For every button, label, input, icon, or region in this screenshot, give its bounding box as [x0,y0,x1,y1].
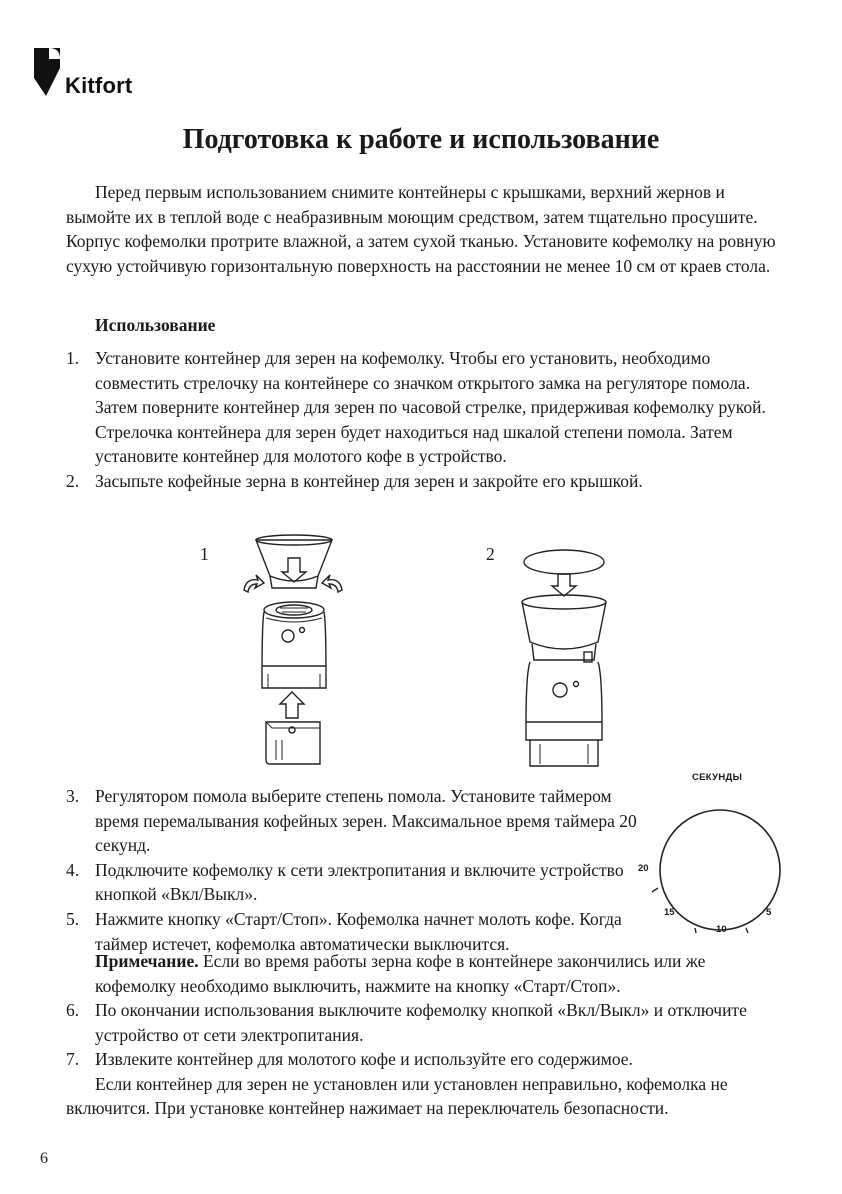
list-item [66,784,646,858]
list-item [66,469,786,494]
note-section [95,949,786,998]
step-text: Извлеките контейнер для молотого кофе и используйте его содержимое. [95,1049,633,1070]
step-text: Подключите кофемолку к сети электропитания и включите устройство кнопкой «Вкл/Выкл». [95,859,624,905]
steps-list-top [66,346,786,494]
closing-paragraph: Если контейнер для зерен не установлен или установлен неправильно, кофемолка не включится. При установке контейнер нажимает на переключатель безопасности. [66,1073,728,1119]
timer-dial [630,770,785,940]
dial-circle-graphic [630,770,785,940]
dial-mark-10: 10 [716,924,727,935]
step-text: Установите контейнер для зерен на кофемолку. Чтобы его установить, необходимо совместить стрелочку на контейнере со значком открытого замка на регуляторе помола. Затем поверните контейнер для зерен по часовой стрелке, придерживая кофемолку рукой. Стрелочка контейнера для зерен будет находиться над шкалой степени помола. Затем установите контейнер для молотого кофе в устройство. [95,348,766,467]
step-number: 1. [66,348,80,368]
step-number: 3. [66,786,80,806]
figure-label-2: 2 [486,544,495,564]
grinder-with-lid-illustration [508,544,618,772]
step-number: 7. [66,1049,80,1070]
step-text: Регулятором помола выберите степень помола. Установите таймером время перемалывания кофейных зерен. Максимальное время таймера 20 секунд. [95,786,637,856]
usage-heading: Использование [95,315,216,335]
grinder-assembly-illustration [228,528,358,768]
intro-paragraph: Перед первым использованием снимите контейнеры с крышками, верхний жернов и вымойте их в теплой воде с неабразивным моющим средством, затем тщательно просушите. Корпус кофемолки протрите влажной, а затем сухой тканью. Установите кофемолку на ровную сухую устойчивую горизонтальную поверхность на расстоянии не менее 10 см от краев стола. [66,182,776,276]
step-text: Засыпьте кофейные зерна в контейнер для зерен и закройте его крышкой. [95,470,643,491]
note-text: Если во время работы зерна кофе в контейнере закончились или же кофемолку необходимо выключить, нажмите на кнопку «Старт/Стоп». [95,951,706,996]
brand-logo [32,46,132,98]
steps-list-bottom [66,998,786,1121]
step-text: Нажмите кнопку «Старт/Стоп». Кофемолка начнет молоть кофе. Когда таймер истечет, кофемолка автоматически выключится. [95,908,622,954]
steps-list-middle [66,784,646,956]
note-paragraph [95,949,786,998]
kitfort-logo-icon [32,46,62,98]
dial-mark-20: 20 [638,863,649,874]
list-item [66,346,786,469]
dial-title: СЕКУНДЫ [692,772,743,783]
page-number: 6 [40,1150,48,1167]
dial-mark-15: 15 [664,907,675,918]
page-title: Подготовка к работе и использование [182,124,660,155]
brand-name: Kitfort [65,73,133,98]
list-item [66,858,646,907]
list-item [66,998,786,1047]
dial-mark-5: 5 [766,907,772,918]
step-number: 6. [66,1000,80,1020]
figure-label-1: 1 [200,544,209,564]
step-number: 2. [66,470,80,491]
step-number: 4. [66,859,80,880]
intro-section [66,180,786,278]
step-text: По окончании использования выключите кофемолку кнопкой «Вкл/Выкл» и отключите устройство от сети электропитания. [95,1000,747,1045]
step-number: 5. [66,908,80,929]
list-item [66,1047,786,1072]
note-label: Примечание. [95,951,199,971]
